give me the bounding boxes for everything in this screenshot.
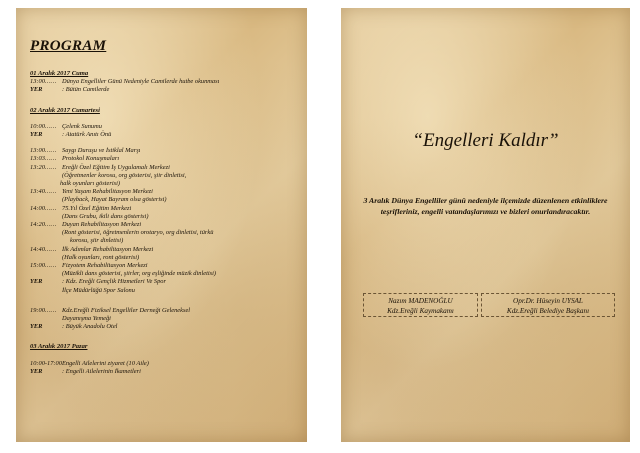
schedule-text: Fizyotem Rehabilitasyon Merkezi <box>62 262 148 270</box>
spacer <box>30 352 300 360</box>
schedule-time: 10:00…… <box>30 122 57 130</box>
schedule-row <box>30 196 300 204</box>
schedule-time: 13:00…… <box>30 147 57 155</box>
schedule-row <box>30 213 300 221</box>
spacer <box>30 331 300 343</box>
spacer <box>30 295 300 307</box>
schedule-time <box>30 172 62 180</box>
schedule-row <box>30 221 300 229</box>
schedule-row <box>30 131 300 139</box>
day-heading: 01 Aralık 2017 Cuma <box>30 70 89 77</box>
schedule-text: Kdz.Ereğli Fiziksel Engelliler Derneği Geleneksel <box>62 306 191 314</box>
schedule-time: 13:20…… <box>30 163 57 171</box>
schedule-text: İlk Adımlar Rehabilitasyon Merkezi <box>62 245 154 253</box>
schedule-row <box>30 323 300 331</box>
schedule-row <box>30 78 300 86</box>
schedule-row <box>30 315 300 323</box>
schedule-time: 19:00…… <box>30 306 57 314</box>
schedule-time: 13:00…… <box>30 78 57 86</box>
schedule-time <box>30 213 62 221</box>
location-text: : Bütün Camilerde <box>62 86 110 94</box>
schedule-time <box>30 287 62 295</box>
schedule-time <box>30 254 62 262</box>
schedule-time <box>30 315 62 323</box>
schedule-text: Yeni Yaşam Rehabilitasyon Merkezi <box>62 188 153 196</box>
schedule-text: (Playback, Hayat Bayram olsa gösterisi) <box>62 196 167 204</box>
schedule-text: (Ront gösterisi, öğretmenlerin orotaryo, org dinletisi, türkü <box>62 229 214 237</box>
program-title: PROGRAM <box>30 38 107 54</box>
location-text: : Kdz. Ereğli Gençlik Hizmetleri Ve Spor <box>62 278 166 286</box>
schedule-row <box>30 262 300 270</box>
location-label: YER <box>30 367 43 375</box>
signature-title: Kdz.Ereğli Kaymakamı <box>387 307 454 315</box>
schedule-row <box>30 180 300 188</box>
schedule-text: İlçe Müdürlüğü Spor Salonu <box>62 286 135 294</box>
schedule-text: Saygı Duruşu ve İstiklal Marşı <box>62 147 141 155</box>
location-text: : Büyük Anadolu Otel <box>62 323 118 331</box>
schedule-text: Çelenk Sunumu <box>62 122 102 130</box>
day-heading: 02 Aralık 2017 Cumartesi <box>30 106 100 114</box>
schedule-time: 14:20…… <box>30 221 57 229</box>
schedule-row <box>30 270 300 278</box>
schedule-text: Engelli Ailelerini ziyaret (10 Aile) <box>62 359 149 367</box>
schedule-time <box>30 229 62 237</box>
location-label: YER <box>30 278 43 286</box>
schedule-row <box>30 123 300 131</box>
schedule-row <box>30 360 300 368</box>
schedule-row <box>30 254 300 262</box>
schedule-row <box>30 278 300 286</box>
schedule-row <box>30 229 300 237</box>
schedule-text: halk oyunları gösterisi) <box>60 180 120 188</box>
schedule-text: 75.Yıl Özel Eğitim Merkezi <box>62 204 132 212</box>
schedule-time: 14:00…… <box>30 204 57 212</box>
schedule-time: 15:00…… <box>30 262 57 270</box>
schedule-row <box>30 368 300 376</box>
schedule-row <box>30 237 300 245</box>
spacer <box>30 139 300 147</box>
schedule-time <box>30 237 62 245</box>
schedule-row <box>30 205 300 213</box>
schedule-text: Dünya Engelliler Günü Nedeniyle Camilerde hutbe okunması <box>62 78 220 86</box>
schedule-row <box>30 188 300 196</box>
schedule-text: (Müzikli dans gösterisi, şiirler, org eşliğinde müzik dinletisi) <box>62 270 217 278</box>
schedule-row <box>30 307 300 315</box>
schedule-time <box>30 180 62 188</box>
schedule-row <box>30 147 300 155</box>
signature-title: Kdz.Ereğli Belediye Başkanı <box>506 307 590 315</box>
location-text: : Atatürk Anıtı Önü <box>62 131 112 139</box>
signature-name: Nazım MADENOĞLU <box>388 297 453 305</box>
schedule-row <box>30 164 300 172</box>
schedule-row <box>30 287 300 295</box>
signature-belediye-baskani <box>481 293 615 317</box>
schedule-text: (Halk oyunları, ront gösterisi) <box>62 253 140 261</box>
schedule-time: 13:03…… <box>30 155 57 163</box>
schedule-time: 14:40…… <box>30 245 57 253</box>
spacer <box>30 95 300 107</box>
schedule-time: 13:40…… <box>30 188 57 196</box>
location-label: YER <box>30 323 43 331</box>
location-text: : Engelli Ailelerinin İkametleri <box>62 367 141 375</box>
schedule-text: Duyan Rehabilitasyon Merkezi <box>62 221 142 229</box>
schedule-row <box>30 246 300 254</box>
schedule-row <box>30 155 300 163</box>
schedule-text: Protokol Konuşmaları <box>62 155 120 163</box>
signature-name: Opr.Dr. Hüseyin UYSAL <box>513 297 583 305</box>
invitation-text: 3 Aralık Dünya Engelliler günü nedeniyle ilçemizde düzenlenen etkinliklere teşrifleriniz, engelli vatandaşlarımızı ve bizleri onurlandıracaktır. <box>363 196 608 216</box>
invitation-page <box>341 8 630 442</box>
location-label: YER <box>30 131 43 139</box>
schedule-row <box>30 86 300 94</box>
schedule-row <box>30 172 300 180</box>
schedule-text: Dayanışma Yemeği <box>62 315 111 323</box>
program-page <box>16 8 307 442</box>
location-label: YER <box>30 86 43 94</box>
schedule-text: Ereğli Özel Eğitim İş Uygulamalı Merkezi <box>62 163 170 171</box>
day-heading: 03 Aralık 2017 Pazar <box>30 343 88 351</box>
schedule-time <box>30 196 62 204</box>
schedule-time: 10:00-17:00 <box>30 359 62 367</box>
spacer <box>30 115 300 123</box>
slogan-heading: “Engelleri Kaldır” <box>412 130 559 151</box>
schedule-text: (Dans Grubu, ikili dans gösterisi) <box>62 212 149 220</box>
schedule-text: (Öğretmenler korosu, org gösterisi, şiir dinletisi, <box>62 171 187 179</box>
signature-kaymakam <box>363 293 478 317</box>
schedule-text: korosu, şiir dinletisi) <box>70 237 124 245</box>
program-schedule <box>30 70 300 376</box>
schedule-time <box>30 270 62 278</box>
